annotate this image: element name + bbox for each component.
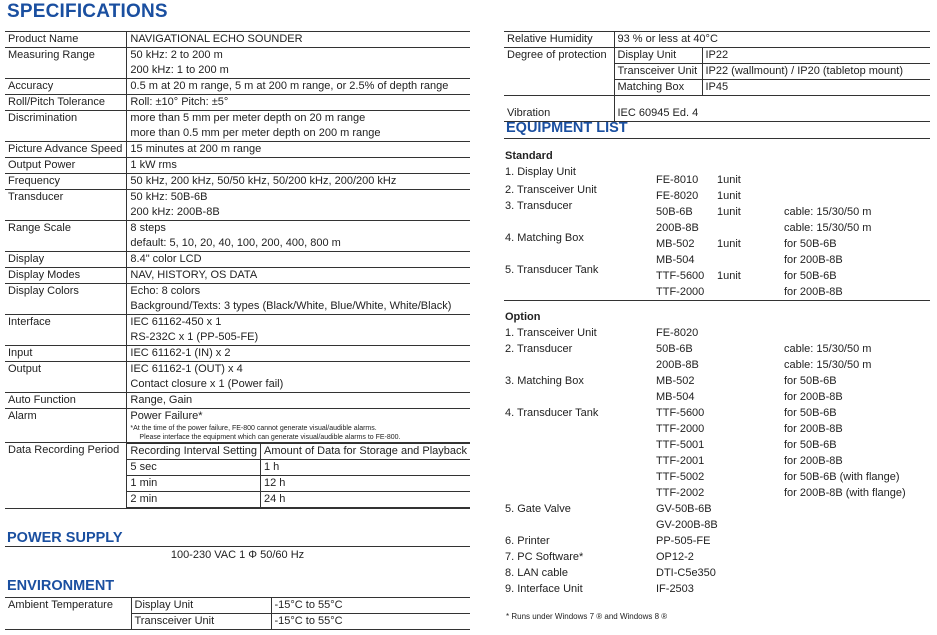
recording-header: Amount of Data for Storage and Playback (260, 444, 470, 460)
equipment-cell: PP-505-FE (656, 535, 711, 547)
spec-label: Accuracy (5, 79, 127, 95)
protection-value: IP22 (702, 48, 930, 64)
equipment-cell: TTF-2001 (656, 455, 705, 467)
equipment-row (505, 453, 925, 469)
equipment-cell: FE-8010 (656, 174, 699, 186)
spec-value: 200 kHz: 1 to 200 m (130, 64, 229, 76)
spec-value: NAVIGATIONAL ECHO SOUNDER (130, 33, 303, 45)
equipment-row (505, 517, 925, 533)
environment-table (5, 597, 470, 630)
spec-value: IEC 61162-1 (OUT) x 4 (127, 362, 470, 378)
spec-label: Display Modes (5, 268, 127, 284)
specifications-heading: SPECIFICATIONS (7, 1, 168, 22)
spec-label: Frequency (5, 174, 127, 190)
spec-value: 50 kHz: 50B-6B (127, 190, 470, 206)
equipment-cell: GV-50B-6B (656, 503, 712, 515)
spec-label: Output (5, 362, 127, 393)
spec-value: more than 0.5 mm per meter depth on 200 m range (130, 127, 381, 139)
vibration-label: Vibration (504, 106, 614, 122)
equipment-cell: 4. Matching Box (505, 232, 584, 244)
equipment-row (505, 405, 925, 421)
equipment-cell: TTF-2000 (656, 423, 705, 435)
spec-label: Roll/Pitch Tolerance (5, 95, 127, 111)
spec-value: Roll: ±10° Pitch: ±5° (127, 95, 470, 111)
spec-value: Range, Gain (127, 393, 470, 409)
spec-value: 0.5 m at 20 m range, 5 m at 200 m range, or 2.5% of depth range (127, 79, 470, 95)
recording-table (127, 443, 470, 508)
spec-label: Display (5, 252, 127, 268)
protection-unit: Display Unit (614, 48, 702, 64)
equipment-row (505, 389, 925, 405)
recording-interval: 2 min (127, 492, 260, 508)
equipment-row (505, 581, 925, 597)
env-value: -15°C to 55°C (271, 598, 470, 614)
protection-label: Degree of protection (504, 48, 614, 96)
equipment-cell: MB-504 (656, 254, 695, 266)
equipment-cell: TTF-2002 (656, 487, 705, 499)
equipment-cell: TTF-5002 (656, 471, 705, 483)
equipment-row (505, 485, 925, 501)
spec-value: IEC 61162-450 x 1 (127, 315, 470, 331)
protection-value: IP45 (702, 80, 930, 96)
equipment-cell: 3. Transducer (505, 200, 573, 212)
equipment-cell: for 50B-6B (784, 238, 837, 250)
spec-value: 50 kHz, 200 kHz, 50/50 kHz, 50/200 kHz, 200/200 kHz (127, 174, 470, 190)
power-supply-value: 100-230 VAC 1 Φ 50/60 Hz (170, 549, 305, 561)
env-unit: Transceiver Unit (131, 614, 271, 630)
equipment-row (505, 284, 925, 300)
equipment-cell: 1. Transceiver Unit (505, 327, 597, 339)
equipment-cell: for 200B-8B (784, 455, 843, 467)
equipment-row (505, 264, 925, 284)
equipment-cell: GV-200B-8B (656, 519, 718, 531)
recording-header: Recording Interval Setting (127, 444, 260, 460)
humidity-label: Relative Humidity (504, 32, 614, 48)
spec-value: RS-232C x 1 (PP-505-FE) (130, 331, 259, 343)
equipment-cell: 1unit (717, 174, 741, 186)
equipment-cell: cable: 15/30/50 m (784, 206, 872, 218)
equipment-list-heading: EQUIPMENT LIST (506, 120, 628, 136)
humidity-value: 93 % or less at 40°C (617, 33, 718, 45)
equipment-cell: 1unit (717, 238, 741, 250)
equipment-cell: for 50B-6B (784, 375, 837, 387)
spec-value: Contact closure x 1 (Power fail) (130, 378, 284, 390)
equipment-cell: IF-2503 (656, 583, 694, 595)
env-label: Ambient Temperature (5, 598, 131, 630)
alarm-note: Please interface the equipment which can generate visual/audible alarms to FE-800. (139, 434, 401, 441)
spec-label: Interface (5, 315, 127, 346)
equipment-row (505, 549, 925, 565)
spec-value: Echo: 8 colors (127, 284, 470, 300)
equipment-cell: 1unit (717, 270, 741, 282)
equipment-section-label: Option (505, 311, 541, 323)
environment-heading: ENVIRONMENT (7, 578, 115, 594)
spec-label: Range Scale (5, 221, 127, 252)
equipment-cell: for 50B-6B (784, 270, 837, 282)
spec-value: IEC 61162-1 (IN) x 2 (127, 346, 470, 362)
equipment-cell: 5. Gate Valve (505, 503, 571, 515)
equipment-cell: 2. Transceiver Unit (505, 184, 597, 196)
recording-interval: 1 min (127, 476, 260, 492)
equipment-section-label: Standard (505, 150, 553, 162)
recording-amount: 1 h (260, 460, 470, 476)
equipment-cell: 1. Display Unit (505, 166, 576, 178)
spec-label: Picture Advance Speed (5, 142, 127, 158)
equipment-cell: 50B-6B (656, 206, 693, 218)
equipment-cell: 9. Interface Unit (505, 583, 583, 595)
equipment-cell: TTF-5001 (656, 439, 705, 451)
protection-unit: Transceiver Unit (614, 64, 702, 80)
equipment-row (505, 421, 925, 437)
equipment-cell: MB-502 (656, 375, 695, 387)
spec-label: Display Colors (5, 284, 127, 315)
spec-value: default: 5, 10, 20, 40, 100, 200, 400, 800 m (130, 237, 341, 249)
spec-value: Power Failure* (127, 409, 470, 425)
equipment-cell: TTF-5600 (656, 270, 705, 282)
equipment-cell: 5. Transducer Tank (505, 264, 599, 276)
equipment-row (505, 200, 925, 220)
protection-value: IP22 (wallmount) / IP20 (tabletop mount) (702, 64, 930, 80)
equipment-cell: 6. Printer (505, 535, 550, 547)
equipment-cell: for 50B-6B (784, 439, 837, 451)
environment-right-table (504, 31, 930, 122)
recording-interval: 5 sec (127, 460, 260, 476)
equipment-cell: cable: 15/30/50 m (784, 343, 872, 355)
specifications-table (5, 31, 470, 509)
equipment-cell: MB-504 (656, 391, 695, 403)
equipment-cell: 3. Matching Box (505, 375, 584, 387)
equipment-cell: for 50B-6B (784, 407, 837, 419)
equipment-row (505, 325, 925, 341)
equipment-cell: TTF-5600 (656, 407, 705, 419)
alarm-note: *At the time of the power failure, FE-800 cannot generate visual/audible alarms. (130, 425, 377, 432)
equipment-row (505, 357, 925, 373)
spec-label: Output Power (5, 158, 127, 174)
equipment-cell: for 200B-8B (with flange) (784, 487, 906, 499)
spec-label: Input (5, 346, 127, 362)
equipment-cell: 1unit (717, 206, 741, 218)
spec-label: Product Name (5, 32, 127, 48)
vibration-value: IEC 60945 Ed. 4 (617, 107, 699, 119)
env-value: -15°C to 55°C (274, 615, 343, 627)
equipment-row (505, 501, 925, 517)
equipment-cell: cable: 15/30/50 m (784, 359, 872, 371)
env-unit: Display Unit (131, 598, 271, 614)
equipment-cell: FE-8020 (656, 190, 699, 202)
equipment-cell: 1unit (717, 190, 741, 202)
spec-value: 8.4" color LCD (127, 252, 470, 268)
spec-label: Alarm (5, 409, 127, 443)
equipment-cell: for 200B-8B (784, 391, 843, 403)
spec-label: Data Recording Period (5, 443, 127, 509)
equipment-cell: 4. Transducer Tank (505, 407, 599, 419)
equipment-cell: MB-502 (656, 238, 695, 250)
spec-label: Auto Function (5, 393, 127, 409)
spec-label: Transducer (5, 190, 127, 221)
equipment-cell: 50B-6B (656, 343, 693, 355)
spec-value: more than 5 mm per meter depth on 20 m range (127, 111, 470, 127)
equipment-row (505, 565, 925, 581)
equipment-row (505, 469, 925, 485)
equipment-cell: 200B-8B (656, 222, 699, 234)
spec-value: 50 kHz: 2 to 200 m (127, 48, 470, 64)
spec-value: NAV, HISTORY, OS DATA (127, 268, 470, 284)
equipment-cell: for 200B-8B (784, 423, 843, 435)
equipment-cell: TTF-2000 (656, 286, 705, 298)
spec-value: 1 kW rms (127, 158, 470, 174)
spec-value: 200 kHz: 200B-8B (130, 206, 220, 218)
power-supply-heading: POWER SUPPLY (7, 530, 123, 546)
equipment-row (505, 533, 925, 549)
equipment-row (505, 373, 925, 389)
equipment-cell: DTI-C5e350 (656, 567, 716, 579)
equipment-row (505, 437, 925, 453)
spec-value: 15 minutes at 200 m range (127, 142, 470, 158)
equipment-cell: 8. LAN cable (505, 567, 568, 579)
equipment-cell: 2. Transducer (505, 343, 573, 355)
spec-value: 8 steps (127, 221, 470, 237)
equipment-footnote: * Runs under Windows 7 ® and Windows 8 ® (506, 612, 668, 621)
spec-label: Discrimination (5, 111, 127, 142)
spec-label: Measuring Range (5, 48, 127, 79)
equipment-cell: OP12-2 (656, 551, 694, 563)
equipment-cell: for 200B-8B (784, 286, 843, 298)
equipment-cell: 200B-8B (656, 359, 699, 371)
equipment-cell: for 50B-6B (with flange) (784, 471, 900, 483)
equipment-cell: cable: 15/30/50 m (784, 222, 872, 234)
spec-value: Background/Texts: 3 types (Black/White, Blue/White, White/Black) (130, 300, 452, 312)
equipment-row (505, 341, 925, 357)
protection-unit: Matching Box (614, 80, 702, 96)
recording-amount: 24 h (260, 492, 470, 508)
equipment-cell: for 200B-8B (784, 254, 843, 266)
equipment-cell: FE-8020 (656, 327, 699, 339)
equipment-row (505, 232, 925, 252)
equipment-cell: 7. PC Software* (505, 551, 584, 563)
recording-amount: 12 h (260, 476, 470, 492)
